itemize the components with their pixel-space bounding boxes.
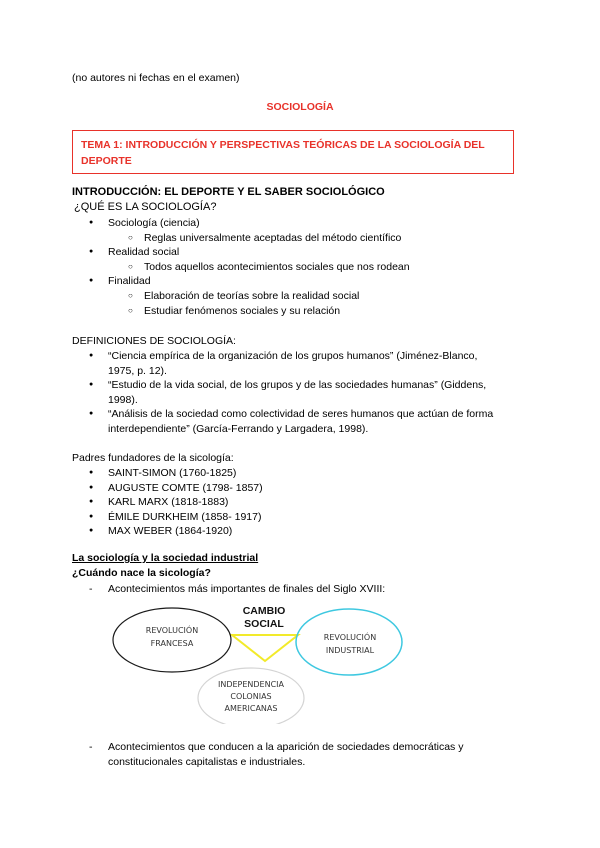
dash-item-cont: constitucionales capitalistas e industriales. bbox=[108, 756, 306, 768]
definition-item-cont: 1998). bbox=[108, 394, 138, 406]
bottom-label-1: INDEPENDENCIA bbox=[217, 680, 285, 689]
definition-item-cont: interdependiente” (García-Ferrando y Largadera, 1998). bbox=[108, 423, 369, 435]
right-label-2: INDUSTRIAL bbox=[325, 646, 375, 655]
subject-title: SOCIOLOGÍA bbox=[266, 101, 334, 113]
dash-item: - Acontecimientos que conducen a la aparición de sociedades democráticas y bbox=[108, 740, 463, 754]
bottom-label-3: AMERICANAS bbox=[224, 704, 278, 713]
left-label-2: FRANCESA bbox=[150, 639, 194, 648]
tema-heading-box bbox=[72, 130, 514, 174]
sociedad-industrial-heading: La sociología y la sociedad industrial bbox=[72, 552, 259, 564]
dash-item: - Acontecimientos más importantes de finales del Siglo XVIII: bbox=[108, 582, 385, 596]
right-label-1: REVOLUCIÓN bbox=[323, 633, 377, 642]
definition-item: ● “Análisis de la sociedad como colectividad de seres humanos que actúan de forma bbox=[108, 407, 493, 421]
founder-item: ● MAX WEBER (1864-1920) bbox=[108, 524, 232, 538]
definition-item: ● “Estudio de la vida social, de los grupos y de las sociedades humanas” (Giddens, bbox=[108, 378, 486, 392]
bottom-label-2: COLONIAS bbox=[230, 692, 272, 701]
list-item: ● Sociología (ciencia) bbox=[108, 216, 200, 230]
list-item: ● Realidad social bbox=[108, 245, 179, 259]
tema-heading-line2: DEPORTE bbox=[81, 155, 132, 167]
list-subitem: ○ Reglas universalmente aceptadas del método científico bbox=[144, 231, 401, 245]
left-label-1: REVOLUCIÓN bbox=[145, 626, 199, 635]
padres-heading: Padres fundadores de la sicología: bbox=[72, 452, 234, 464]
social-change-diagram bbox=[108, 598, 403, 724]
cuando-nace-question: ¿Cuándo nace la sicología? bbox=[72, 567, 211, 579]
social-label: SOCIAL bbox=[244, 618, 284, 630]
list-subitem: ○ Elaboración de teorías sobre la realidad social bbox=[144, 289, 359, 303]
founder-item: ● KARL MARX (1818-1883) bbox=[108, 495, 228, 509]
list-subitem: ○ Todos aquellos acontecimientos sociales que nos rodean bbox=[144, 260, 410, 274]
definition-item-cont: 1975, p. 12). bbox=[108, 365, 167, 377]
founder-item: ● ÉMILE DURKHEIM (1858- 1917) bbox=[108, 510, 261, 524]
exam-note: (no autores ni fechas en el examen) bbox=[72, 72, 240, 84]
yellow-triangle bbox=[232, 635, 298, 661]
list-subitem: ○ Estudiar fenómenos sociales y su relación bbox=[144, 304, 340, 318]
list-item: ● Finalidad bbox=[108, 274, 151, 288]
intro-heading: INTRODUCCIÓN: EL DEPORTE Y EL SABER SOCIOLÓGICO bbox=[72, 186, 385, 198]
tema-heading-line1: TEMA 1: INTRODUCCIÓN Y PERSPECTIVAS TEÓRICAS DE LA SOCIOLOGÍA DEL bbox=[81, 139, 485, 151]
cambio-label: CAMBIO bbox=[242, 605, 286, 617]
ellipse-revolucion-industrial bbox=[296, 609, 402, 675]
founder-item: ● AUGUSTE COMTE (1798- 1857) bbox=[108, 481, 263, 495]
definition-item: ● “Ciencia empírica de la organización de los grupos humanos” (Jiménez-Blanco, bbox=[108, 349, 477, 363]
founder-item: ● SAINT-SIMON (1760-1825) bbox=[108, 466, 236, 480]
que-es-question: ¿QUÉ ES LA SOCIOLOGÍA? bbox=[74, 201, 217, 213]
definiciones-heading: DEFINICIONES DE SOCIOLOGÍA: bbox=[72, 335, 236, 347]
